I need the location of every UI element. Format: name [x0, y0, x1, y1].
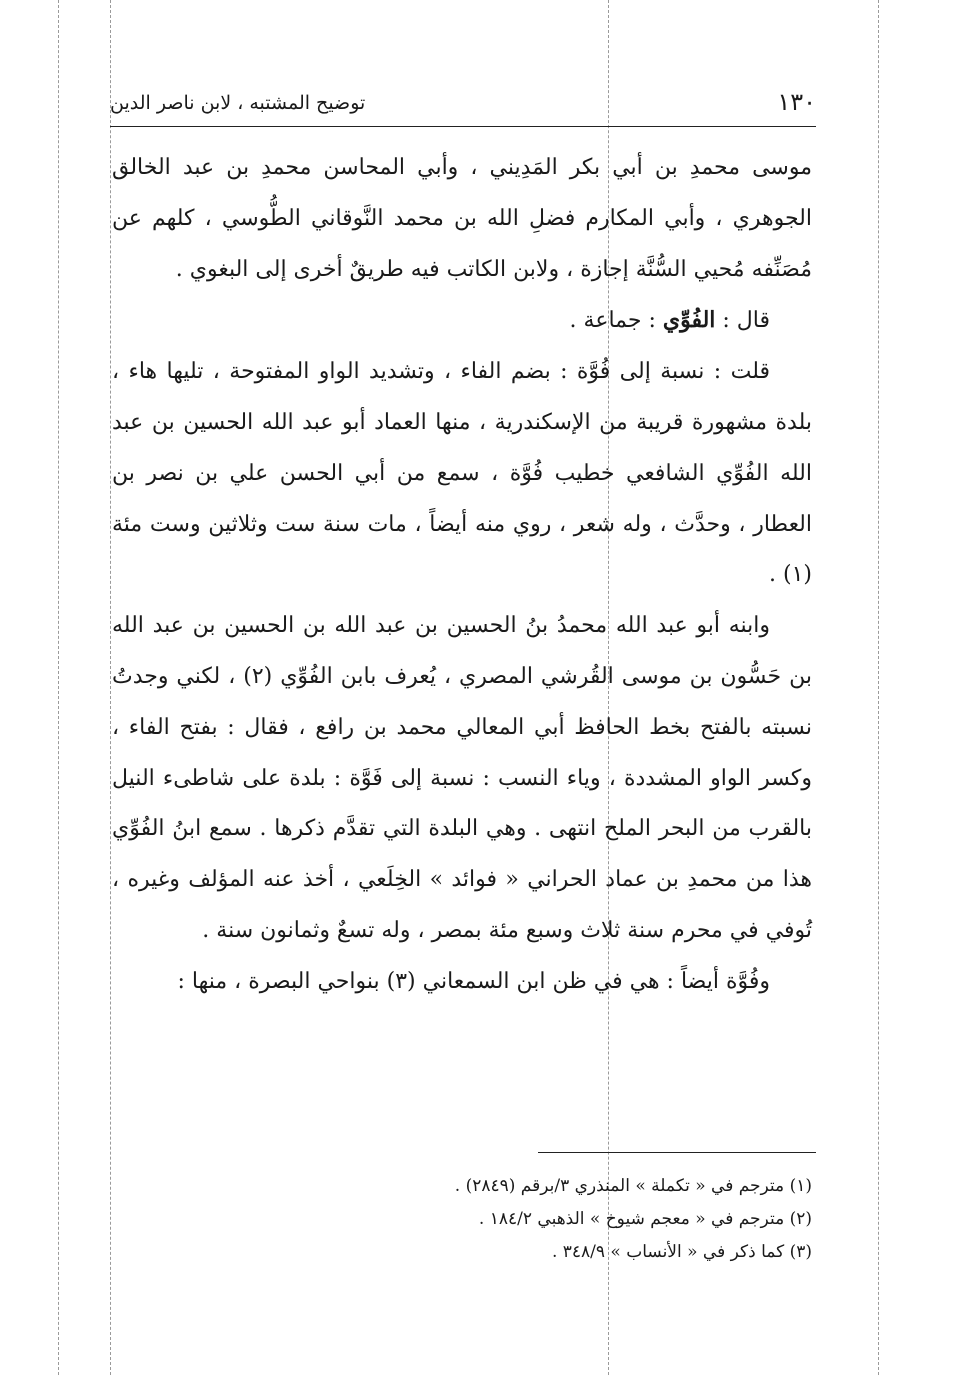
scan-guide-line	[878, 0, 879, 1375]
footnote-rule	[538, 1152, 816, 1153]
running-title: توضيح المشتبه ، لابن ناصر الدين	[110, 92, 366, 114]
footnote-3: (٣) كما ذكر في « الأنساب » ٣٤٨/٩ .	[551, 1242, 812, 1262]
page-number: ١٣٠	[777, 88, 816, 116]
header-rule	[110, 126, 816, 127]
page-header	[110, 86, 816, 120]
quote-rest: : جماعة .	[569, 308, 663, 334]
quote-intro: قال :	[715, 308, 770, 334]
scan-guide-line	[58, 0, 59, 1375]
footnote-2: (٢) مترجم في « معجم شيوخ » الذهبي ١٨٤/٢ .	[478, 1209, 812, 1229]
paragraph-son: وابنه أبو عبد الله محمدُ بنُ الحسين بن عبد الله بن الحسين بن عبد الله بن حَسُّون بن موسى القُرشي المصري ، يُعرف بابن الفُوِّي (٢) ، لكني وجدتُ نسبته بالفتح بخط الحافظ أبي المعالي محمد بن رافع ، فقال : بفتح الفاء ، وكسر الواو المشددة ، وياء النسب : نسبة إلى فَوَّة : بلدة على شاطىء النيل بالقرب من البحر الملح انتهى . وهي البلدة التي تقدَّم ذكرها . سمع ابنُ الفُوِّي هذا من محمدِ بن عماد الحراني « فوائد » الخِلَعي ، أخذ عنه المؤلف وغيره ، تُوفي في محرم سنة ثلاث وسبع مئة بمصر ، وله تسعٌ وثمانون سنة .	[112, 613, 812, 943]
footnotes	[112, 1170, 812, 1269]
scan-guide-line	[110, 0, 111, 1375]
paragraph-commentary: قلت : نسبة إلى فُوَّة : بضم الفاء ، وتشديد الواو المفتوحة ، تليها هاء ، بلدة مشهورة قريبة من الإسكندرية ، منها العماد أبو عبد الله الحسين بن عبد الله الفُوِّي الشافعي خطيب فُوَّة ، سمع من أبي الحسن علي بن نصر بن العطار ، وحدَّث ، وله شعر ، روي منه أيضاً ، مات سنة ست وثلاثين وست مئة (١) .	[112, 359, 812, 588]
main-text	[112, 143, 812, 1008]
paragraph-continuation: موسى محمدِ بن أبي بكر المَدِيني ، وأبي المحاسن محمدِ بن عبد الخالق الجوهري ، وأبي المكارم فضلِ الله بن محمد النَّوقاني الطُّوسي ، كلهم عن مُصَنِّفه مُحيي السُّنَّة إجازة ، ولابن الكاتب فيه طريقٌ أخرى إلى البغوي .	[112, 155, 812, 282]
paragraph-quote	[112, 295, 812, 347]
paragraph-fuwwa: وفُوَّة أيضاً : هي في ظن ابن السمعاني (٣) بنواحي البصرة ، منها :	[177, 968, 770, 994]
footnote-1: (١) مترجم في « تكملة » المنذري ٣/برقم (٢٨٤٩) .	[454, 1176, 812, 1196]
quote-term: الفُوِّي	[662, 307, 716, 334]
